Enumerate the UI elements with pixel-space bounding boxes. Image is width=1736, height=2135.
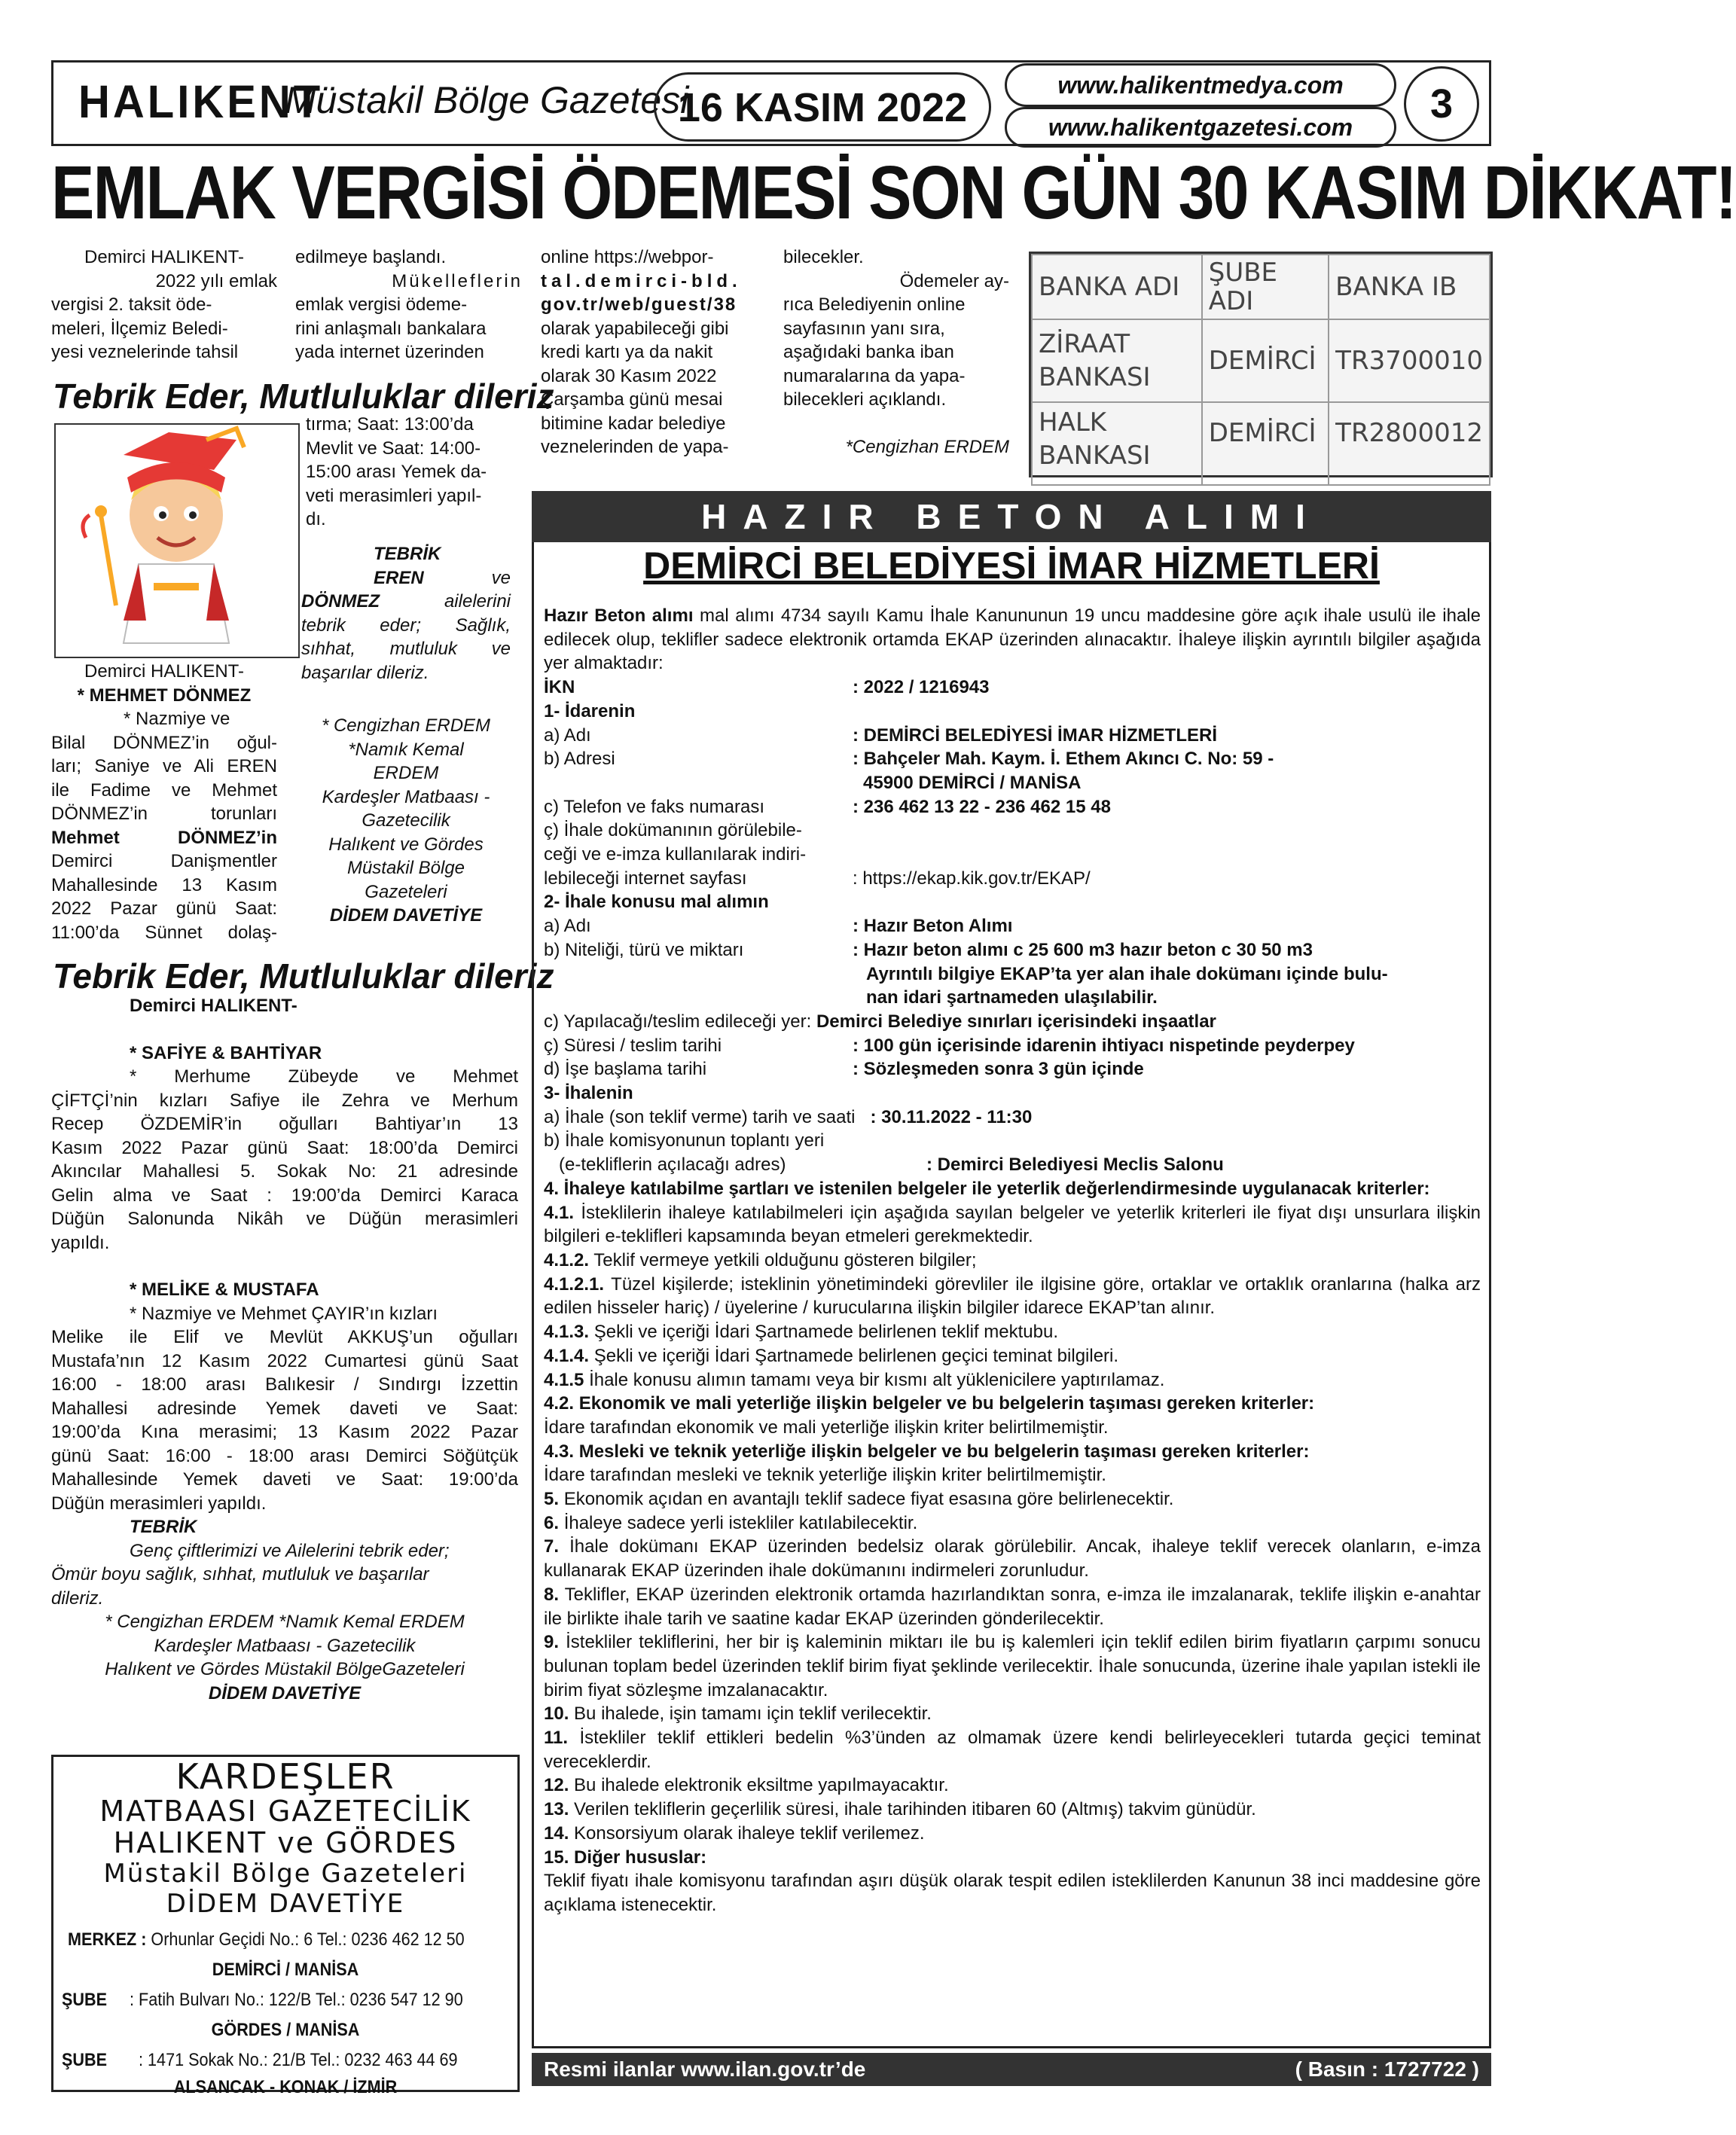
text-line: ŞUBE: [62, 2050, 108, 2070]
text-line: : Bahçeler Mah. Kaym. İ. Ethem Akıncı C. No: 59 -: [853, 749, 1274, 770]
text-line: Şekli ve içeriği İdari Şartnamede belirlenen geçici teminat bilgileri.: [593, 1345, 1119, 1366]
ad-sube-1: [62, 1985, 468, 2015]
text-line: Kasım 2022 Pazar günü Saat: 18:00’da Demirci: [51, 1137, 518, 1158]
text-line: dileriz.: [51, 1588, 104, 1609]
text-line: online https://webpor-: [541, 247, 714, 267]
text-line: : Demirci Belediyesi Meclis Salonu: [926, 1154, 1224, 1176]
section-heading: 4.3. Mesleki ve teknik yeterliğe ilişkin belgeler ve bu belgelerin taşıması gereken kriterler:: [544, 1441, 1310, 1462]
text-line: Kardeşler Matbaası -: [322, 786, 490, 807]
ad-sube1-city: GÖRDES / MANİSA: [211, 2020, 360, 2040]
emlak-col-1: [51, 246, 277, 364]
text-line: a) İhale (son teklif verme) tarih ve saati: [544, 1106, 856, 1127]
table-cell: HALK BANKASI: [1032, 402, 1202, 485]
text-line: DÖNMEZ: [301, 591, 380, 612]
text-line: aşağıdaki banka iban: [783, 342, 954, 362]
text-line: 2022 yılı emlak: [155, 270, 277, 291]
tebrik1-left-col: [51, 660, 277, 944]
text-line: 4.1.4.: [544, 1345, 590, 1366]
section-heading: 1- İdarenin: [544, 700, 636, 721]
text-line: günü Saat: 16:00 - 18:00 arası Demirci Söğütçük: [51, 1445, 518, 1466]
text-line: başarılar dileriz.: [301, 662, 429, 683]
text-line: İhale konusu alımın tamamı veya bir kısmı alt yüklenicilere yaptırılamaz.: [589, 1369, 1165, 1390]
text-line: rıca Belediyenin online: [783, 294, 966, 315]
table-cell: DEMİRCİ: [1202, 402, 1329, 485]
text-line: 4.1.3.: [544, 1322, 590, 1343]
text-line: Verilen tekliflerin geçerlilik süresi, ihale tarihinden itibaren 60 (Altmış) takvim günüdür.: [574, 1799, 1256, 1820]
text-line: c) Telefon ve faks numarası: [544, 796, 765, 817]
table-cell: TR2800012: [1329, 402, 1490, 485]
text-line: Halıkent ve Gördes: [328, 834, 484, 855]
text-line: 10.: [544, 1703, 569, 1725]
ihale-title-bar: HAZIR BETON ALIMI: [532, 491, 1491, 542]
text-line: olarak 30 Kasım 2022: [541, 365, 717, 386]
text-line: İhale dokümanı EKAP üzerinden bedelsiz olarak görülebilir. Ancak, ihaleye teklif verecek olanların, e-imza kullanarak EKAP üzerinden ihale dokümanını indirmeleri zorunludur.: [544, 1536, 1481, 1581]
text-line: İdare tarafından mesleki ve teknik yeterliğe ilişkin kriter belirtilmemiştir.: [544, 1465, 1106, 1486]
table-header: ŞUBE ADI: [1202, 255, 1329, 319]
emlak-col-4: [783, 246, 1009, 459]
section-heading: 2- İhale konusu mal alımın: [544, 892, 769, 913]
text-line: Mükelleflerin: [392, 270, 523, 291]
text-line: Mahallesinde 13 Kasım: [51, 874, 277, 895]
text-line: yada internet üzerinden: [295, 342, 484, 362]
text-line: Şekli ve içeriği İdari Şartnamede belirlenen teklif mektubu.: [593, 1322, 1059, 1343]
text-line: bilecekler.: [783, 247, 864, 267]
text-line: kredi kartı ya da nakit: [541, 342, 713, 362]
website-link-2[interactable]: www.halikentgazetesi.com: [1005, 107, 1396, 148]
text-line: yapıldı.: [51, 1232, 110, 1253]
text-line: tal.demirci-bld.: [541, 270, 742, 291]
text-line: ile Fadime ve Mehmet: [51, 779, 277, 801]
text-line: Mahallesinde Yemek daveti ve Saat: 19:00’da: [51, 1469, 518, 1490]
circumcision-boy-illustration: [56, 425, 298, 657]
text-line: Genç çiftlerimizi ve Ailelerini tebrik eder;: [130, 1540, 450, 1561]
text-line: 4.1.2.: [544, 1249, 590, 1270]
text-line: Gazetecilik: [362, 810, 450, 831]
text-line: : 236 462 13 22 - 236 462 15 48: [853, 796, 1111, 817]
text-line: 12.: [544, 1775, 569, 1796]
byline: *Cengizhan ERDEM: [845, 436, 1009, 457]
text-line: yesi veznelerinde tahsil: [51, 342, 239, 362]
table-cell: TR3700010: [1329, 319, 1490, 402]
emlak-col-2: [295, 246, 523, 364]
text-line: sayfasının yanı sıra,: [783, 318, 945, 339]
bank-iban-table: [1029, 252, 1493, 477]
table-cell: ZİRAAT BANKASI: [1032, 319, 1202, 402]
text-line: ve: [491, 567, 511, 588]
section-heading: 4. İhaleye katılabilme şartları ve istenilen belgeler ile yeterlik değerlendirmesinde uygulanacak kriterler:: [544, 1178, 1430, 1199]
text-line: Orhunlar Geçidi No.: 6 Tel.: 0236 462 12 50: [151, 1929, 465, 1950]
text-line: edilmeye başlandı.: [295, 247, 447, 267]
text-line: TEBRİK: [374, 544, 441, 564]
text-line: Müstakil Bölge: [346, 858, 465, 878]
text-line: ailelerini: [444, 591, 511, 612]
cartoon-boy-image: [54, 423, 300, 658]
text-line: * MEHMET DÖNMEZ: [77, 685, 252, 706]
text-line: 4.1.: [544, 1202, 575, 1223]
text-line: 14.: [544, 1822, 569, 1844]
issue-date: 16 KASIM 2022: [677, 85, 968, 130]
text-line: Düğün Salonunda Nikâh ve Düğün merasimleri: [51, 1209, 518, 1229]
text-line: : 30.11.2022 - 11:30: [870, 1106, 1033, 1127]
text-line: b) Niteliği, türü ve miktarı: [544, 939, 744, 960]
emlak-col-3: [541, 246, 768, 459]
text-line: * Nazmiye ve: [124, 709, 230, 729]
text-line: veznelerinden de yapa-: [541, 437, 729, 457]
text-line: Akıncılar Mahallesi 5. Sokak No: 21 adresinde: [51, 1161, 518, 1182]
text-line: 4.1.2.1.: [544, 1273, 605, 1295]
text-line: * MELİKE & MUSTAFA: [130, 1279, 319, 1300]
text-line: 13.: [544, 1799, 569, 1820]
text-line: a) Adı: [544, 724, 591, 746]
text-line: Bu ihalede elektronik eksiltme yapılmayacaktır.: [574, 1775, 949, 1796]
table-cell: DEMİRCİ: [1202, 319, 1329, 402]
text-line: tebrik eder; Sağlık,: [301, 615, 511, 636]
text-line: İstekliler tekliflerini, her bir iş kaleminin miktarı ile bu iş kalemleri için teklif edilen birim fiyatların çarpımı sonucu bulunan toplam bedel üzerinden teklif birim fiyat şeklinde verilecektir. İhale sonucunda, üzerine ihale yapılan istekli ile birim fiyat sözleşme imzalanacaktır.: [544, 1632, 1481, 1700]
text-line: Kardeşler Matbaası - Gazetecilik: [154, 1635, 416, 1656]
text-line: Recep ÖZDEMİR’in oğulları Bahtiyar’ın 13: [51, 1114, 518, 1134]
text-line: Demirci Danişmentler: [51, 851, 277, 871]
section-heading: 15. Diğer hususlar:: [544, 1847, 707, 1868]
text-line: İhaleye sadece yerli istekliler katılabilecektir.: [563, 1512, 918, 1533]
text-line: dı.: [306, 509, 326, 529]
text-line: Gazeteleri: [365, 881, 447, 902]
text-line: c) Yapılacağı/teslim edileceği yer:: [544, 1011, 812, 1032]
text-line: Demirci Belediye sınırları içerisindeki inşaatlar: [816, 1011, 1216, 1032]
bank-table: [1031, 254, 1490, 486]
text-line: İstekliler teklif ettikleri bedelin %3’ünden az olmamak üzere kendi belirleyecekleri tutarda geçici teminat vereceklerdir.: [544, 1728, 1481, 1772]
text-line: ŞUBE: [62, 1990, 108, 2010]
footer-bar: [532, 2053, 1491, 2086]
text-line: İdare tarafından ekonomik ve mali yeterliğe ilişkin kriter belirtilmemiştir.: [544, 1417, 1109, 1438]
tebrik1-credits: [301, 714, 511, 928]
text-line: Mahallesi adresinde Yemek daveti ve Saat:: [51, 1398, 518, 1419]
text-line: DİDEM DAVETİYE: [208, 1682, 362, 1703]
text-line: 16:00 - 18:00 arası Balıkesir / Sındırgı İzzettin: [51, 1374, 518, 1395]
text-line: * Nazmiye ve Mehmet ÇAYIR’ın kızları: [130, 1303, 438, 1324]
text-line: Konsorsiyum olarak ihaleye teklif verilemez.: [574, 1822, 925, 1844]
text-line: Demirci HALIKENT-: [130, 996, 297, 1016]
text-line: b) Adresi: [544, 749, 615, 770]
text-line: Hazır Beton alımı: [544, 605, 694, 626]
text-line: 2022 Pazar günü Saat:: [51, 898, 277, 919]
text-line: ç) İhale dokümanının görülebile-: [544, 820, 802, 841]
text-line: bitimine kadar belediye: [541, 413, 726, 434]
text-line: İsteklilerin ihaleye katılabilmeleri için aşağıda sayılan belgeler ve yeterlik kriterleri ile fiyat dışı unsurlara ilişkin bilgileri e-teklifleri kapsamında beyan etmeleri gerekmektedir.: [544, 1202, 1481, 1247]
text-line: Bu ihalede, işin tamamı için teklif verilecektir.: [574, 1703, 932, 1725]
text-line: 8.: [544, 1584, 560, 1605]
text-line: numaralarına da yapa-: [783, 365, 966, 386]
footer-basin-code: ( Basın : 1727722 ): [1295, 2057, 1479, 2081]
ad-merkez-city: DEMİRCİ / MANİSA: [212, 1960, 359, 1980]
text-line: rini anlaşmalı bankalara: [295, 318, 487, 339]
text-line: Teklif vermeye yetkili olduğunu gösteren bilgiler;: [593, 1249, 977, 1270]
text-line: Ömür boyu sağlık, sıhhat, mutluluk ve başarılar: [51, 1564, 429, 1584]
text-line: nan idari şartnameden ulaşılabilir.: [866, 987, 1158, 1008]
ad-line-4: Müstakil Bölge Gazeteleri: [103, 1859, 468, 1889]
text-line: : Sözleşmeden sonra 3 gün içinde: [853, 1059, 1144, 1080]
text-line: Ödemeler ay-: [899, 270, 1009, 291]
text-line: Demirci HALIKENT-: [84, 661, 245, 682]
ad-line-3: HALIKENT ve GÖRDES: [113, 1826, 458, 1859]
text-line: gov.tr/web/guest/38: [541, 294, 737, 315]
ad-line-2: MATBAASI GAZETECİLİK: [99, 1795, 471, 1828]
text-line: lebileceği internet sayfası: [544, 868, 747, 889]
text-line: Halıkent ve Gördes Müstakil BölgeGazeteleri: [105, 1659, 465, 1679]
text-line: sıhhat, mutluluk ve: [301, 639, 511, 659]
text-line: 19:00’da Kına merasimi; 13 Kasım 2022 Pazar: [51, 1422, 518, 1442]
text-line: Ayrıntılı bilgiye EKAP’ta yer alan ihale dokümanı içinde bulu-: [866, 963, 1388, 984]
text-line: *Namık Kemal: [348, 739, 464, 760]
text-line: MERKEZ :: [68, 1929, 147, 1950]
text-line: : Hazır Beton Alımı: [853, 916, 1013, 937]
tebrik-heading-1: Tebrik Eder, Mutluluklar dileriz: [53, 377, 554, 416]
text-line: Gelin alma ve Saat : 19:00’da Demirci Karaca: [51, 1185, 518, 1206]
text-line: İKN: [544, 677, 575, 698]
ihale-subtitle: DEMİRCİ BELEDİYESİ İMAR HİZMETLERİ: [643, 544, 1380, 587]
text-line: : DEMİRCİ BELEDİYESİ İMAR HİZMETLERİ: [853, 724, 1218, 746]
text-line: ERDEM: [373, 763, 439, 783]
text-line: 15:00 arası Yemek da-: [306, 462, 487, 482]
text-line: Demirci HALIKENT-: [84, 247, 245, 267]
ad-line-1: KARDEŞLER: [175, 1756, 395, 1797]
website-link-1[interactable]: www.halikentmedya.com: [1005, 63, 1396, 107]
ad-line-5: DİDEM DAVETİYE: [166, 1889, 405, 1919]
text-line: ÇİFTÇİ’nin kızları Safiye ile Zehra ve Merhum: [51, 1090, 518, 1111]
table-header: BANKA ADI: [1032, 255, 1202, 319]
text-line: Teklifler, EKAP üzerinden elektronik ortamda hazırlandıktan sonra, e-imza ile imzalanarak, teklife ilişkin e-anahtar ile birlikte ihale tarih ve saatine kadar EKAP üzerinden gönderilecektir.: [544, 1584, 1481, 1629]
ad-merkez: [68, 1925, 468, 1955]
text-line: 11.: [544, 1728, 569, 1749]
text-line: 4.1.5: [544, 1369, 584, 1390]
text-line: meleri, İlçemiz Beledi-: [51, 318, 228, 339]
footer-ilan-link[interactable]: Resmi ilanlar www.ilan.gov.tr’de: [544, 2057, 866, 2081]
text-line: * SAFİYE & BAHTİYAR: [130, 1042, 322, 1063]
text-line: DÖNMEZ’in torunları: [51, 804, 277, 824]
text-line: : Fatih Bulvarı No.: 122/B Tel.: 0236 547 12 90: [130, 1990, 463, 2010]
text-line: : 1471 Sokak No.: 21/B Tel.: 0232 463 44 69: [139, 2050, 458, 2070]
text-line: Mehmet DÖNMEZ’in: [51, 827, 277, 848]
text-line: * Cengizhan ERDEM: [321, 715, 491, 736]
tebrik1-wishes: [301, 542, 511, 685]
page-number: 3: [1404, 66, 1479, 142]
text-line: DİDEM DAVETİYE: [329, 905, 483, 926]
text-line: : 100 gün içerisinde idarenin ihtiyacı nispetinde peyderpey: [853, 1035, 1355, 1056]
tebrik1-right-col: [306, 413, 509, 532]
text-line: vergisi 2. taksit öde-: [51, 294, 212, 315]
text-line: ceği ve e-imza kullanılarak indiri-: [544, 844, 807, 865]
text-line: Bilal DÖNMEZ’in oğul-: [51, 732, 277, 753]
text-line: Çarşamba günü mesai: [541, 389, 723, 410]
text-line: b) İhale komisyonunun toplantı yeri: [544, 1130, 825, 1151]
text-line: TEBRİK: [130, 1517, 197, 1537]
text-line: : Hazır beton alımı c 25 600 m3 hazır beton c 30 50 m3: [853, 939, 1313, 960]
ad-sube2-city: ALSANCAK - KONAK / İZMİR: [173, 2077, 398, 2097]
text-line: Mevlit ve Saat: 14:00-: [306, 438, 481, 459]
text-line: EREN: [374, 567, 424, 588]
section-heading: 3- İhalenin: [544, 1083, 633, 1104]
text-line: 9.: [544, 1632, 560, 1653]
text-line: tırma; Saat: 13:00’da: [306, 414, 474, 435]
ad-sube-2: [62, 2045, 468, 2076]
newspaper-name: HALIKENT: [78, 76, 324, 128]
text-line: : 2022 / 1216943: [853, 677, 990, 698]
main-headline: EMLAK VERGİSİ ÖDEMESİ SON GÜN 30 KASIM DİKKAT!: [51, 151, 1736, 235]
text-line: * Merhume Zübeyde ve Mehmet: [130, 1066, 518, 1087]
text-line: Tüzel kişilerde; isteklinin yönetimindeki görevliler ile ilgisine göre, ortaklar ve ortaklık oranlarına (halka arz edilen hisseler hariç) / üyelerine / kurucularına ilişkin bilgiler idarece EKAP’tan alınır.: [544, 1273, 1481, 1319]
tebrik-heading-2: Tebrik Eder, Mutluluklar dileriz: [53, 956, 554, 996]
text-line: ç) Süresi / teslim tarihi: [544, 1035, 722, 1056]
text-line: Mustafa’nın 12 Kasım 2022 Cumartesi günü Saat: [51, 1350, 518, 1371]
text-line: olarak yapabileceği gibi: [541, 318, 729, 339]
text-line: veti merasimleri yapıl-: [306, 485, 482, 506]
text-line: * Cengizhan ERDEM *Namık Kemal ERDEM: [105, 1612, 465, 1632]
text-line: 5.: [544, 1489, 560, 1510]
table-header: BANKA IB: [1329, 255, 1490, 319]
text-line: 6.: [544, 1512, 560, 1533]
text-line: (e-tekliflerin açılacağı adres): [559, 1154, 786, 1176]
text-line: mal alımı 4734 sayılı Kamu İhale Kanununun 19 uncu maddesine göre açık ihale usulü ile ihale edilecek olup, teklifler sadece elektronik ortamda EKAP üzerinden alınacaktır. İhaleye ilişkin ayrıntılı bilgiler aşağıda yer almaktadır:: [544, 605, 1481, 674]
ihale-body: [544, 604, 1481, 1917]
text-line: emlak vergisi ödeme-: [295, 294, 468, 315]
text-line: 45900 DEMİRCİ / MANİSA: [863, 772, 1082, 793]
text-line: 7.: [544, 1536, 560, 1557]
text-line: 11:00’da Sünnet dolaş-: [51, 922, 277, 943]
text-line: Ekonomik açıdan en avantajlı teklif sadece fiyat esasına göre belirlenecektir.: [563, 1489, 1174, 1510]
text-line: Düğün merasimleri yapıldı.: [51, 1493, 267, 1514]
text-line: a) Adı: [544, 916, 591, 937]
newspaper-subtitle: Müstakil Bölge Gazetesi: [285, 79, 689, 121]
text-line: bilecekleri açıklandı.: [783, 389, 947, 410]
text-line: d) İşe başlama tarihi: [544, 1059, 707, 1080]
ekap-link[interactable]: : https://ekap.kik.gov.tr/EKAP/: [853, 868, 1091, 889]
text-line: Melike ile Elif ve Mevlüt AKKUŞ’un oğulları: [51, 1327, 518, 1347]
section-heading: 4.2. Ekonomik ve mali yeterliğe ilişkin belgeler ve bu belgelerin taşıması gereken kriterler:: [544, 1393, 1315, 1414]
text-line: Teklif fiyatı ihale komisyonu tarafından aşırı düşük olarak tespit edilen isteklilerden Kanunun 38 inci maddesine göre açıklama istenecektir.: [544, 1871, 1481, 1915]
text-line: ları; Saniye ve Ali EREN: [51, 756, 277, 776]
tebrik2-body: [51, 994, 518, 1705]
